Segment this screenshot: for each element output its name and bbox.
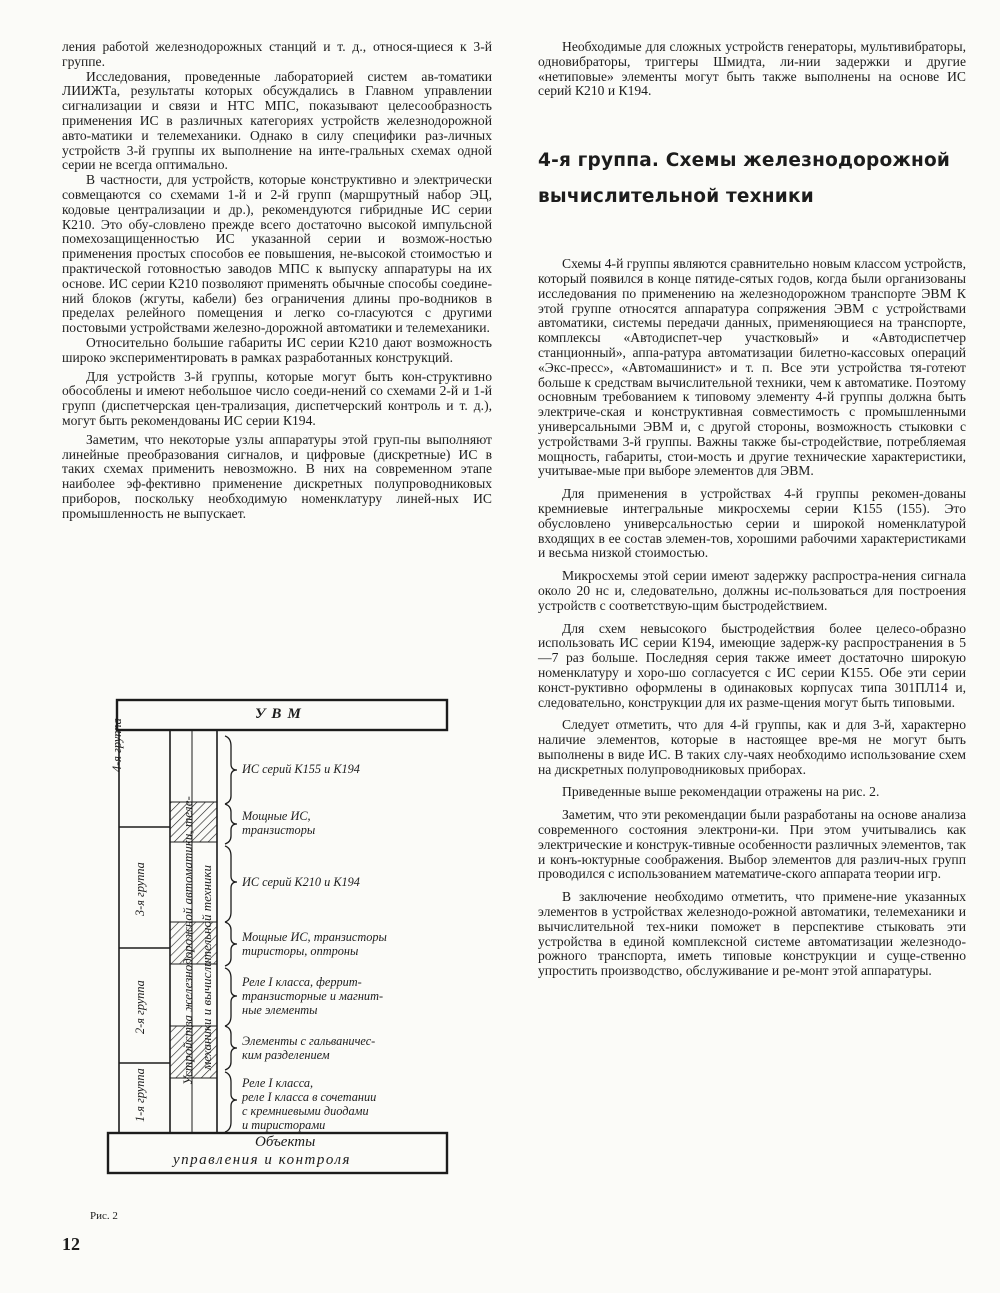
paragraph: Для устройств 3-й группы, которые могут быть кон-структивно обособлены и имеют небольшое число соеди-нений со схемами 2-й и 1-й групп (диспетчерская цен-трализация, диспетчерский контроль и т. д.), могут быть рекомендованы ИС серии К194. — [62, 368, 492, 428]
brace — [225, 1072, 237, 1132]
vertical-label: Устройства железнодорожной автоматики, теле- — [180, 796, 195, 1085]
paragraph: В частности, для устройств, которые конструктивно и электрически совмещаются со схемами 1-й и 2-й групп (маршрутный набор ЭЦ, кодовые централизации и др.), рекомендуются гибридные ИС серии К210. Это обу-словлено прежде всего достаточно высокой импульсной помехозащищенностью ИС указанной серии и возмож-ностью применения простых способов ее повышения, не-высокой стоимостью и практической готовностью заводов МПС к выпуску аппаратуры на их основе. ИС серии К210 позволяют применять обычные способы соедине-ний блоков (жгуты, кабели) без ограничения длины про-водников в пределах релейного помещения и легко со-гласуются с другими постовыми устройствами железно-дорожной автоматики и телемеханики. — [62, 172, 492, 336]
brace — [225, 922, 237, 966]
brace — [225, 846, 237, 922]
right-column — [538, 40, 966, 979]
figure-item: Мощные ИС, транзисторы — [242, 809, 316, 837]
paragraph: Необходимые для сложных устройств генераторы, мультивибраторы, одновибраторы, триггеры Шмидта, ли-нии задержки и другие «нетиповые» элементы могут быть также выполнены на основе ИС серий К210 и К194. — [538, 39, 966, 99]
bottom-box-label: Объекты — [255, 1134, 316, 1150]
paragraph: Микросхемы этой серии имеют задержку распростра-нения сигнала около 20 нс и, следовательно, должны ис-пользоваться для построения устройств с соответствую-щим быстродействием. — [538, 568, 966, 613]
paragraph: Следует отметить, что для 4-й группы, как и для 3-й, характерно наличие элементов, которые в настоящее вре-мя не могут быть выполнены в виде ИС. В таких слу-чаях необходимо использование схем на дискретных полупроводниковых приборах. — [538, 717, 966, 777]
brace — [225, 1026, 237, 1070]
figure-item: Реле I класса, реле I класса в сочетании с кремниевыми диодами и тиристорами — [242, 1076, 377, 1132]
section-heading — [538, 143, 966, 215]
page-number: 12 — [62, 1234, 80, 1254]
paragraph: В заключение необходимо отметить, что примене-ние указанных элементов в устройствах железнодо-рожной автоматики, телемеханики и вычислительной тех-ники поможет в перспективе стыковать эти устройства в единой комплексной системе автоматизации железнодо-рожного транспорта, иметь типовые конструкции и суще-ственно упростить производство, обслуживание и ре-монт этой аппаратуры. — [538, 889, 966, 979]
figure-item: Мощные ИС, транзисторы тиристоры, оптроны — [242, 930, 387, 958]
group-label: 2-я группа — [133, 980, 147, 1034]
paragraph: Исследования, проведенные лабораторией систем ав-томатики ЛИИЖТа, результаты которых обсуждались в Главном управлении сигнализации и связи и НТС МПС, показывают целесообразность применения ИС в различных категориях устройств железнодорожной авто-матики и телемеханики. Однако в силу специфики раз-личных устройств 3-й группы их выполнение на инте-гральных схемах одной серии не всегда оптимально. — [62, 68, 492, 173]
vertical-label: механики и вычислительной техники — [199, 864, 214, 1070]
figure-item: ИС серий К155 и К194 — [242, 762, 360, 776]
paragraph: Схемы 4-й группы являются сравнительно новым классом устройств, который появился в конце пятиде-сятых годов, когда были организованы исследования по применению на железнодорожном транспорте ЭВМ К этой группе относятся аппаратура сопряжения ЭВМ с устройствами автоматики, системы передачи данных, применяющиеся на транспорте, комплексы «Автодиспет-чер участковый» и «Автодиспетчер станционный», аппа-ратура автоматизации билетно-кассовых операций «Экс-пресс», «Автомашинист» и т. п. Все эти устройства тя-готеют больше к средствам вычислительной техники, чем к автоматике. Поэтому основным требованием к типовому элементу 4-й группы должна быть электриче-ская и конструктивная совместимость с промышленными универсальными ЭВМ и, с другой стороны, возможность стыковки с устройствами 3-й группы. Важны также бы-стродействие, потребляемая мощность, габариты, стои-мость и другие технические характеристики, учитывае-мые при выборе элементов для ЭВМ. — [538, 256, 966, 479]
heading-line: 4-я группа. Схемы железнодорожной — [538, 150, 951, 172]
brace — [225, 968, 237, 1026]
heading-line: вычислительной техники — [538, 186, 814, 208]
figure-item: ИС серий К210 и К194 — [242, 875, 360, 889]
figure-diagram — [105, 690, 450, 1178]
paragraph: Заметим, что эти рекомендации были разработаны на основе анализа современного состояния электрони-ки. При этом учитывались как электрические и конструк-тивные особенности различных элементов, так и конъ-юктурные соображения. Выбор элементов для различ-ных групп проводился с использованием математиче-ского аппарата теории игр. — [538, 807, 966, 882]
bottom-box-label: управления и контроля — [173, 1152, 352, 1168]
figure-item: Элементы с гальваничес- ким разделением — [242, 1034, 376, 1062]
paragraph: ления работой железнодорожных станций и т. д., относя-щиеся к 3-й группе. — [62, 39, 492, 69]
group-label: 3-я группа — [133, 862, 147, 916]
paragraph: Для схем невысокого быстродействия более целесо-образно использовать ИС серии К194, имеющие задерж-ку распространения в 5—7 раз больше. Последняя серия также имеет достаточно широкую номенклатуру и хоро-шо согласуется с ИС серии К155. Обе эти серии конст-руктивно оформлены в одинаковых корпусах типа 301ПЛ14 и, следовательно, конструкции для их разме-щения могут быть типовыми. — [538, 620, 966, 710]
paragraph: Для применения в устройствах 4-й группы рекомен-дованы кремниевые интегральные микросхемы серии К155 (155). Это обусловлено универсальностью серии и широкой номенклатурой входящих в ее состав элемен-тов, хорошими рабочими характеристиками и весьма низкой стоимостью. — [538, 486, 966, 561]
paragraph: Относительно большие габариты ИС серии К210 дают возможность широко экспериментировать в рамках разработанных конструкций. — [62, 334, 492, 365]
group-label: 4-я группа — [110, 718, 124, 772]
paragraph: Приведенные выше рекомендации отражены на рис. 2. — [562, 784, 880, 800]
group-label: 1-я группа — [133, 1068, 147, 1122]
figure-caption: Рис. 2 — [90, 1210, 118, 1222]
brace — [225, 736, 237, 804]
figure-item: Реле I класса, феррит- транзисторные и магнит- ные элементы — [242, 975, 384, 1017]
section-body — [538, 257, 966, 979]
brace — [225, 804, 237, 844]
paragraph: Заметим, что некоторые узлы аппаратуры этой груп-пы выполняют линейные преобразования сигналов, и цифровые (дискретные) ИС в таких схемах применить невозможно. В них на современном этапе наиболее эф-фективно применение дискретных полупроводниковых приборов, поскольку необходимую номенклатуру линей-ных ИС промышленность не выпускает. — [62, 431, 492, 521]
left-column — [62, 40, 492, 522]
top-box-label: УВМ — [255, 706, 307, 722]
